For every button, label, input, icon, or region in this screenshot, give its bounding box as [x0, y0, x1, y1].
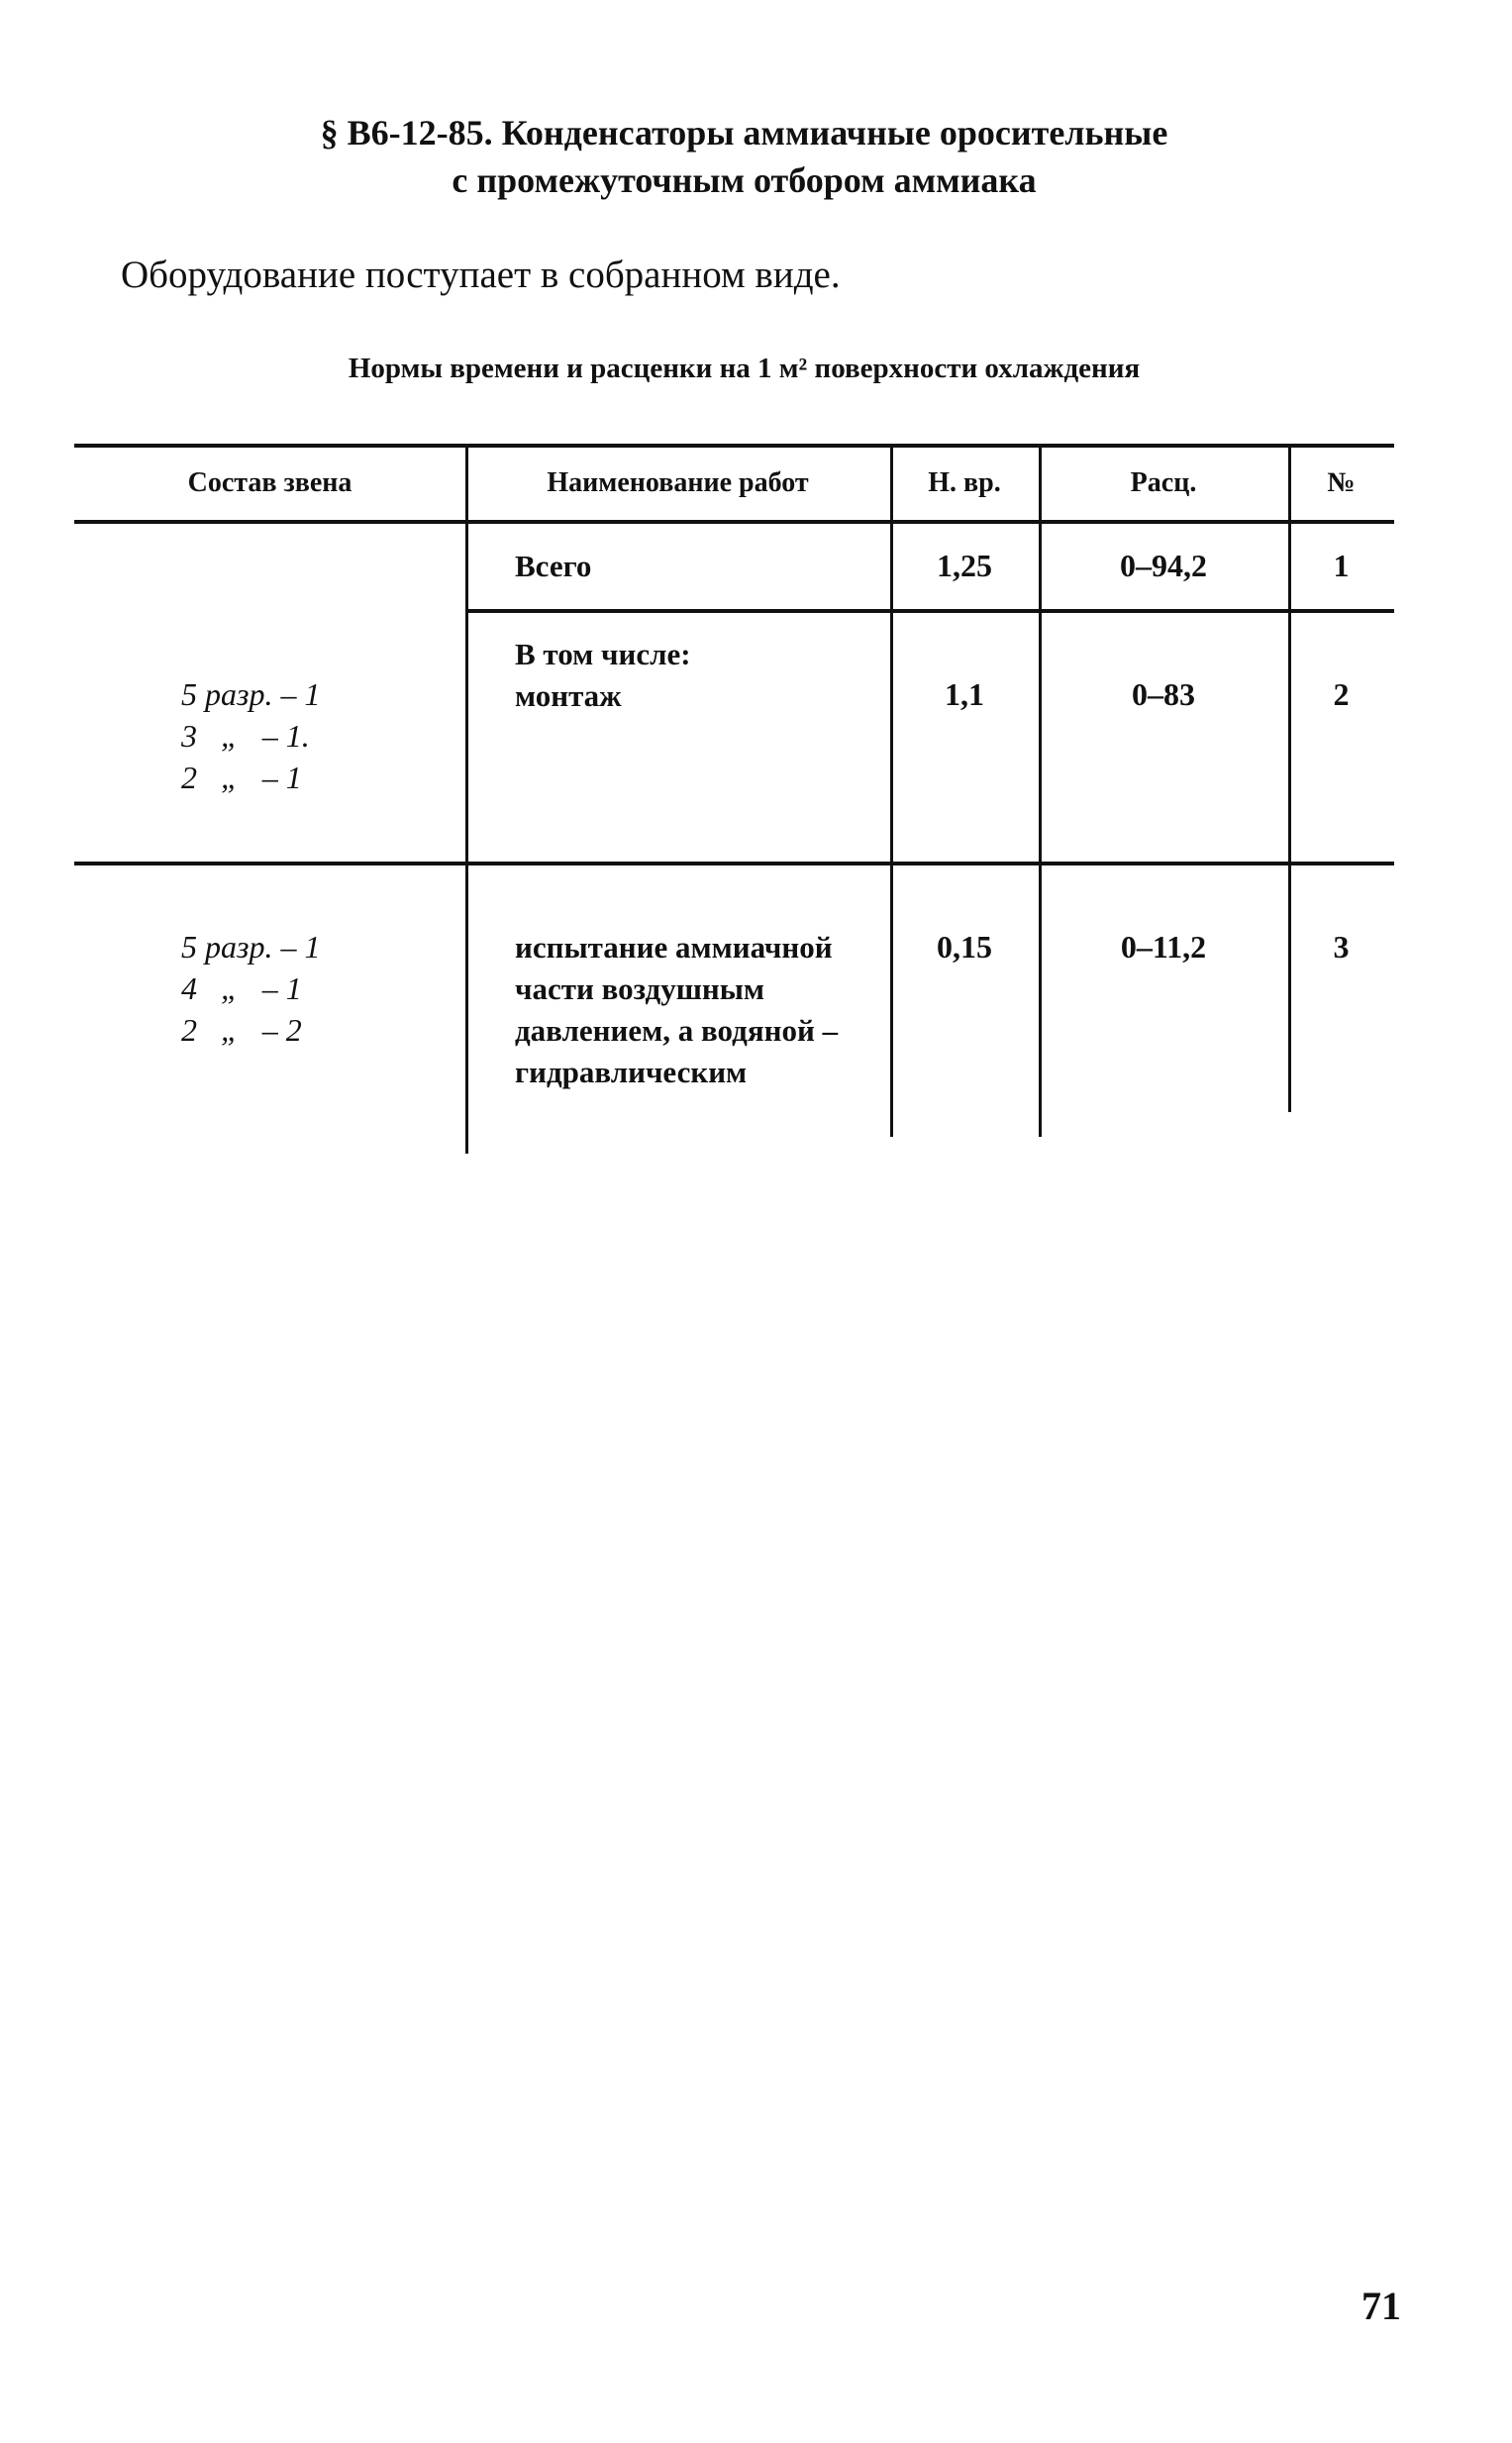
intro-text: Оборудование поступает в собранном виде.	[121, 254, 841, 296]
section-divider-rule	[74, 862, 1394, 865]
header-number: №	[1327, 467, 1356, 498]
row3-work: испытание аммиачной части воздушным давлением, а водяной – гидравлическим	[515, 930, 839, 1089]
page-number: 71	[1361, 2284, 1401, 2328]
header-rate: Расц.	[1130, 467, 1197, 498]
row2-work: В том числе: монтаж	[515, 637, 691, 713]
row3-rate: 0–11,2	[1120, 929, 1207, 965]
row3-number: 3	[1333, 929, 1350, 965]
row1-norm: 1,25	[937, 548, 992, 583]
row2-number: 2	[1333, 676, 1350, 712]
row1-number: 1	[1333, 548, 1350, 583]
row1-work: Всего	[515, 549, 592, 583]
section-title-line1: § В6-12-85. Конденсаторы аммиачные оросительные	[320, 113, 1168, 153]
header-work: Наименование работ	[547, 467, 809, 498]
col-divider-1	[465, 446, 468, 1154]
row1-rate: 0–94,2	[1120, 548, 1207, 583]
table-subtitle-text: Нормы времени и расценки на 1 м² поверхности охлаждения	[348, 353, 1141, 384]
header-norm: Н. вр.	[928, 467, 1001, 498]
row1-bottom-rule	[465, 609, 1394, 613]
table-top-rule	[74, 444, 1394, 448]
crew-composition-1: 5 разр. – 1 3 „ – 1. 2 „ – 1	[181, 676, 321, 795]
table-subtitle	[0, 353, 1500, 385]
header-bottom-rule	[74, 520, 1394, 524]
row2-norm: 1,1	[945, 676, 984, 712]
header-crew: Состав звена	[187, 467, 353, 498]
row2-rate: 0–83	[1132, 676, 1195, 712]
crew-composition-2: 5 разр. – 1 4 „ – 1 2 „ – 2	[181, 929, 321, 1048]
row3-norm: 0,15	[937, 929, 992, 965]
section-title-line2: с промежуточным отбором аммиака	[452, 160, 1037, 200]
